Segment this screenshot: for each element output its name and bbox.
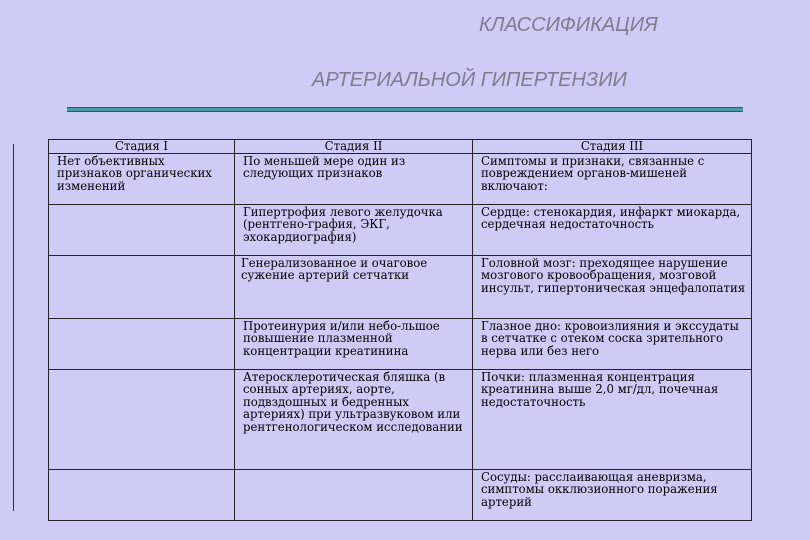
table-cell xyxy=(49,204,235,255)
table-cell: Атеросклеротическая бляшка (в сонных артериях, аорте, подвздошных и бедренных артериях) при ультразвуковом или рентгенологическом исследовании xyxy=(235,369,473,469)
title-line-1: КЛАССИФИКАЦИЯ xyxy=(479,14,658,36)
title-divider xyxy=(67,107,743,112)
table-cell xyxy=(49,369,235,469)
table-cell: Головной мозг: преходящее нарушение мозгового кровообращения, мозговой инсульт, гипертоническая энцефалопатия xyxy=(473,255,752,318)
table-cell: Гипертрофия левого желудочка (рентгено-графия, ЭКГ, эхокардиография) xyxy=(235,204,473,255)
table-header-row xyxy=(49,140,752,154)
table-cell xyxy=(235,469,473,520)
table-row xyxy=(49,204,752,255)
header-stage-3: Стадия III xyxy=(473,140,752,154)
table-cell: Протеинурия и/или небо-льшое повышение плазменной концентрации креатинина xyxy=(235,318,473,369)
table-cell xyxy=(49,255,235,318)
table-cell: Нет объективных признаков органических изменений xyxy=(49,153,235,204)
table-row xyxy=(49,153,752,204)
table-cell: Сердце: стенокардия, инфаркт миокарда, сердечная недостаточность xyxy=(473,204,752,255)
table-row xyxy=(49,255,752,318)
table-cell xyxy=(49,318,235,369)
table-cell: По меньшей мере один из следующих признаков xyxy=(235,153,473,204)
table-cell: Генерализованное и очаговое сужение артерий сетчатки xyxy=(235,255,473,318)
header-stage-2: Стадия II xyxy=(235,140,473,154)
table-cell: Глазное дно: кровоизлияния и экссудаты в сетчатке с отеком соска зрительного нерва или без него xyxy=(473,318,752,369)
table-row xyxy=(49,318,752,369)
table-row xyxy=(49,369,752,469)
table-cell: Почки: плазменная концентрация креатинина выше 2,0 мг/дл, почечная недостаточность xyxy=(473,369,752,469)
left-vertical-rule xyxy=(13,144,14,511)
table-cell: Симптомы и признаки, связанные с повреждением органов-мишеней включают: xyxy=(473,153,752,204)
header-stage-1: Стадия I xyxy=(49,140,235,154)
table-cell xyxy=(49,469,235,520)
table-cell: Сосуды: расслаивающая аневризма, симптомы окклюзионного поражения артерий xyxy=(473,469,752,520)
title-line-2: АРТЕРИАЛЬНОЙ ГИПЕРТЕНЗИИ xyxy=(312,69,627,91)
table-row xyxy=(49,469,752,520)
classification-table xyxy=(48,139,752,521)
